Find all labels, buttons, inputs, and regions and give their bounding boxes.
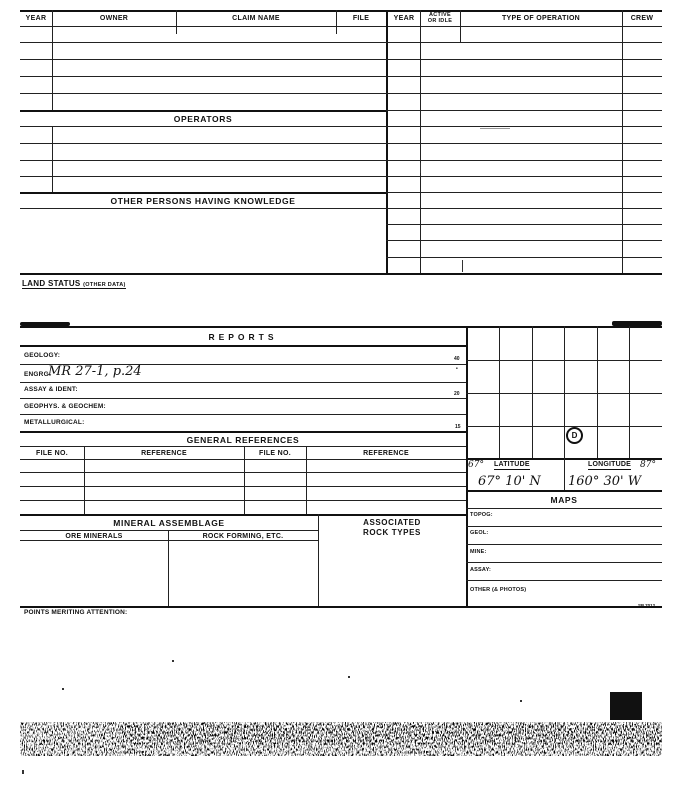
genref-row-line [20, 459, 466, 460]
ore-minerals-header: ORE MINERALS [65, 533, 123, 540]
mineral-vline [168, 530, 169, 606]
vline-active [420, 10, 421, 274]
row-line-right [386, 160, 662, 161]
speck [520, 700, 522, 702]
location-marker: D [566, 427, 583, 444]
latlon-vline [564, 458, 565, 490]
genref-header-line [20, 446, 466, 447]
row-line-right [386, 110, 662, 111]
row-line-right [386, 224, 662, 225]
points-meriting-attention: POINTS MERITING ATTENTION: [24, 609, 128, 616]
engrg-label: ENGRG: [24, 371, 52, 378]
row-line [20, 126, 386, 127]
reports-row-line [20, 414, 466, 415]
genref-vline [84, 446, 85, 514]
rock-forming-header: ROCK FORMING, ETC. [202, 533, 284, 540]
geology-label: GEOLOGY: [24, 352, 61, 359]
col-owner-header: OWNER [99, 15, 129, 22]
speck [22, 770, 24, 774]
general-references-title: GENERAL REFERENCES [186, 435, 300, 445]
row-line-right [386, 240, 662, 241]
row-line [20, 160, 386, 161]
genref-row-line [20, 472, 466, 473]
speck [62, 688, 64, 690]
vline-type [460, 10, 461, 42]
row-line-right [386, 192, 662, 193]
other-persons-title: OTHER PERSONS HAVING KNOWLEDGE [110, 196, 296, 206]
row-line [20, 42, 386, 43]
genref-reference-header: REFERENCE [141, 450, 187, 457]
grid-hline [466, 426, 662, 427]
latitude-prefix: 67° [468, 460, 484, 470]
row-line [20, 110, 386, 112]
grid-vline [564, 326, 565, 458]
row-line-right [386, 176, 662, 177]
maps-row-line [466, 544, 662, 545]
mineral-subheader-line [20, 540, 318, 541]
operators-title: OPERATORS [173, 114, 233, 124]
vline-operators [52, 126, 53, 192]
row-line [20, 208, 386, 209]
maps-title: MAPS [550, 495, 578, 505]
reports-header-line [20, 345, 466, 347]
col-active-header-1: ACTIVE [429, 12, 451, 18]
longitude-label: LONGITUDE [588, 461, 632, 468]
row-line [20, 192, 386, 194]
row-line [20, 93, 386, 94]
vline-claim [176, 10, 177, 34]
maps-other-label: OTHER (& PHOTOS) [470, 587, 527, 593]
top-border [20, 10, 662, 12]
longitude-suffix: 87° [640, 460, 656, 470]
row-line [20, 76, 386, 77]
land-status-text: LAND STATUS [22, 279, 81, 288]
longitude-value: 160° 30' W [568, 474, 642, 489]
col-crew-header: CREW [630, 15, 654, 22]
engrg-value: MR 27-1, p.24 [48, 364, 142, 379]
grid-hline [466, 360, 662, 361]
grid-vline [532, 326, 533, 458]
mineral-assemblage-title: MINERAL ASSEMBLAGE [113, 518, 225, 528]
row-line-right [386, 59, 662, 60]
genref-file-no-header: FILE NO. [36, 450, 68, 457]
bottom-form-top-border [20, 326, 662, 328]
maps-top-line [466, 490, 662, 492]
genref-vline [306, 446, 307, 514]
row-line-right [386, 93, 662, 94]
row-line-right [386, 76, 662, 77]
col-active-header-2: OR IDLE [427, 18, 453, 24]
row-line [20, 143, 386, 144]
row-line-right [386, 42, 662, 43]
geophys-label: GEOPHYS. & GEOCHEM: [24, 403, 106, 410]
grid-vline [499, 326, 500, 458]
noise-band-artifact [0, 700, 678, 780]
latitude-label: LATITUDE [494, 461, 530, 468]
associated-rock-types-1: ASSOCIATED [363, 518, 421, 527]
genref-bottom-line [20, 514, 466, 516]
vline-crew [622, 10, 623, 274]
associated-rock-types-2: ROCK TYPES [362, 528, 421, 537]
row-line-right [386, 126, 662, 127]
speck [348, 676, 350, 678]
land-status-sub: (OTHER DATA) [83, 282, 126, 288]
stray-mark [480, 128, 510, 129]
reports-row-line [20, 431, 466, 433]
col-year2-header: YEAR [393, 15, 415, 22]
genref-file-no2-header: FILE NO. [259, 450, 291, 457]
reports-row-line [20, 398, 466, 399]
metallurgical-num: 15 [455, 424, 461, 430]
reports-row-line [20, 382, 466, 383]
header-bottom-line [20, 26, 662, 27]
genref-vline [244, 446, 245, 514]
col-file-header: FILE [352, 15, 370, 22]
maps-row-line [466, 526, 662, 527]
speck [172, 660, 174, 662]
stray-mark [462, 260, 463, 272]
maps-assay-label: ASSAY: [470, 567, 492, 573]
reports-title: REPORTS [208, 332, 278, 342]
vline-owner [52, 10, 53, 110]
col-type-operation-header: TYPE OF OPERATION [501, 15, 581, 22]
maps-geol-label: GEOL: [470, 530, 489, 536]
row-line-right [386, 208, 662, 209]
geology-num: 40 [454, 356, 460, 362]
genref-reference2-header: REFERENCE [363, 450, 409, 457]
genref-row-line [20, 500, 466, 501]
row-line [20, 176, 386, 177]
metallurgical-label: METALLURGICAL: [24, 419, 85, 426]
maps-row-line [466, 580, 662, 581]
engrg-num: • [456, 366, 458, 372]
row-line-right [386, 143, 662, 144]
bottom-form-bottom-border [20, 606, 662, 608]
vline-file [336, 10, 337, 34]
col-year-header: YEAR [25, 15, 47, 22]
assay-label: ASSAY & IDENT: [24, 386, 78, 393]
genref-row-line [20, 486, 466, 487]
maps-header-line [466, 508, 662, 509]
stray-mark [420, 163, 421, 173]
grid-vline [629, 326, 630, 458]
top-table-bottom-border [20, 273, 662, 275]
grid-vline [597, 326, 598, 458]
assay-num: 20 [454, 391, 460, 397]
land-status-label [22, 279, 126, 289]
maps-topog-label: TOPOG: [470, 512, 493, 518]
col-claim-name-header: CLAIM NAME [232, 15, 280, 22]
form-number: SP 7012 [638, 603, 656, 608]
row-line [20, 59, 386, 60]
maps-row-line [466, 562, 662, 563]
row-line-right [386, 257, 662, 258]
latitude-value: 67° 10' N [478, 474, 541, 489]
maps-mine-label: MINE: [470, 549, 487, 555]
mineral-header-line [20, 530, 318, 531]
grid-hline [466, 393, 662, 394]
vline-divider [386, 10, 388, 274]
